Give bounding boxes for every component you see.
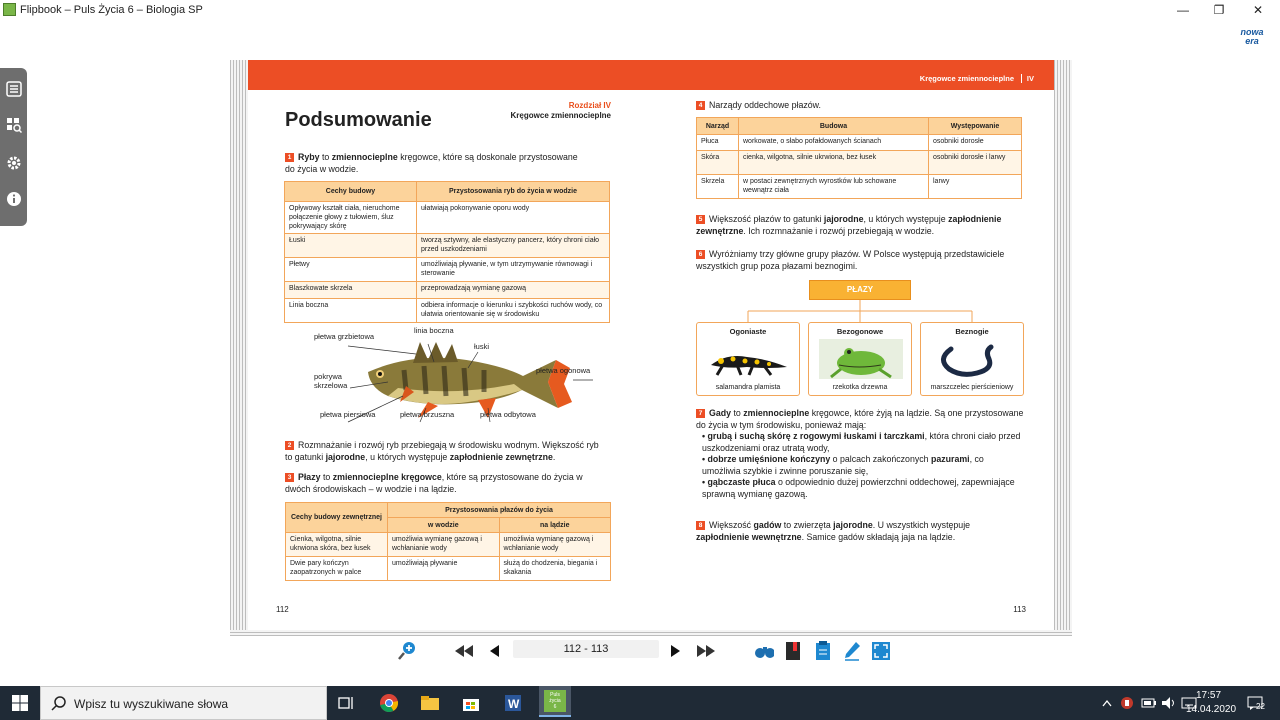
text: Wyróżniamy trzy główne grupy płazów. W Polsce występują przedstawiciele wszystkich grup poza płazami beznogimi. (696, 249, 1005, 271)
text: . Ich rozmnażanie i rozwój przebiegają w wodzie. (743, 225, 935, 236)
page-title: Podsumowanie (285, 109, 432, 131)
bold-text: zmiennocieplne (743, 408, 810, 418)
table-cell: Łuski (285, 234, 417, 258)
page-header-band (652, 60, 1054, 90)
table-cell: cienka, wilgotna, silnie ukrwiona, bez łusek (739, 151, 929, 175)
logo-line-2: era (1245, 36, 1259, 46)
summary-point-6 (696, 249, 1026, 272)
fish-adaptations-table (284, 181, 610, 323)
table-row (285, 258, 610, 282)
maximize-button[interactable]: ❐ (1213, 3, 1225, 17)
minimize-button[interactable]: — (1177, 3, 1189, 17)
gear-icon (6, 155, 22, 171)
fire-salamander-illustration (707, 339, 791, 379)
chapter-number: Rozdział IV (568, 101, 611, 110)
window-title: Flipbook – Puls Życia 6 – Biologia SP (20, 4, 203, 16)
previous-page-button[interactable] (484, 642, 504, 660)
task-view-button[interactable] (332, 689, 360, 717)
text: , co umożliwia szybkie i zwinne poruszanie się, (702, 454, 984, 476)
text: , która chroni ciało przed uszkodzeniami oraz utratą wody, (702, 431, 1021, 453)
bold-text: Płazy (298, 472, 321, 482)
text: o odpowiednio dużej powierzchni oddechowej, zapewniające sprawną wymianę gazową. (702, 477, 1015, 499)
tree-frog-illustration (819, 339, 903, 379)
app-icon-line: życia (549, 697, 561, 704)
group-name: Bezogonowe (836, 327, 884, 336)
list-item (702, 477, 1024, 500)
table-row (285, 299, 610, 323)
group-example: salamandra plamista (715, 384, 781, 391)
word-taskbar-app[interactable] (499, 689, 527, 717)
chapter-name: Kręgowce zmiennocieplne (510, 111, 611, 120)
binoculars-icon (754, 643, 774, 659)
pencil-icon (843, 641, 861, 661)
table-cell: tworzą sztywny, ale elastyczny pancerz, który chroni ciało przed uszkodzeniami (417, 234, 610, 258)
list-item (702, 431, 1024, 454)
table-row (285, 202, 610, 234)
point-number: 8 (696, 521, 705, 530)
point-number: 6 (696, 250, 705, 259)
fish-label-dorsal: płetwa grzbietowa (314, 332, 375, 341)
bold-text: zapłodnienie wewnętrzne (696, 531, 802, 542)
fish-label-scales: łuski (474, 342, 490, 351)
bold-text: Gady (709, 408, 732, 418)
page-112[interactable] (248, 60, 652, 630)
table-cell: Opływowy kształt ciała, nieruchome połączenie głowy z tułowiem, śluz pokrywający skórę (285, 202, 417, 234)
list-item (702, 454, 1024, 477)
battery-button[interactable] (1140, 689, 1158, 717)
group-anura (808, 322, 912, 396)
rewind-icon (454, 644, 474, 658)
summary-point-3 (285, 472, 595, 495)
windows-logo-icon (12, 695, 28, 711)
text: Większość płazów to gatunki (709, 214, 824, 224)
table-row (286, 533, 611, 557)
chapter-label (511, 101, 611, 121)
text: Większość (709, 520, 754, 530)
table-cell: w postaci zewnętrznych wyrostków lub schowane wewnątrz ciała (739, 175, 929, 199)
page-range-indicator[interactable]: 112 - 113 (513, 640, 659, 658)
chrome-icon (379, 693, 399, 713)
table-row (286, 557, 611, 581)
bold-text: gadów (753, 520, 782, 530)
zoom-in-icon (396, 639, 416, 661)
fish-label-gill-cover: pokrywa skrzelowa (314, 372, 348, 390)
info-button[interactable] (3, 184, 25, 214)
table-cell: Cienka, wilgotna, silnie ukrwiona skóra, bez łusek (286, 533, 388, 557)
summary-point-5 (696, 214, 1022, 237)
book-left-edge (230, 60, 248, 636)
notification-count: 22 (1256, 702, 1265, 711)
task-view-icon (337, 695, 355, 711)
summary-point-8 (696, 520, 1024, 543)
window-titlebar (0, 0, 1280, 20)
flipbook-navigation-bar (0, 636, 1280, 686)
point-number: 7 (696, 409, 705, 418)
page-number-right: 113 (1013, 605, 1026, 614)
bold-text: gąbczaste płuca (707, 477, 776, 487)
text: to (320, 472, 333, 482)
table-header: Narząd (697, 118, 739, 135)
page-number-left: 112 (276, 605, 289, 614)
security-shield-icon (1120, 696, 1134, 710)
nowa-era-logo (1238, 28, 1266, 48)
draw-button[interactable] (842, 642, 862, 660)
group-name: Ogoniaste (729, 327, 767, 336)
bold-text: zapłodnienie zewnętrzne (449, 451, 553, 462)
point-number: 5 (696, 215, 705, 224)
group-name: Beznogie (955, 327, 989, 336)
table-cell: służą do chodzenia, biegania i skakania (499, 557, 611, 581)
table-cell: umożliwiają pływanie, w tym utrzymywanie równowagi i sterowanie (417, 258, 610, 282)
search-placeholder: Wpisz tu wyszukiwane słowa (74, 697, 229, 711)
caecilian-illustration (931, 339, 1015, 379)
store-taskbar-app[interactable] (457, 689, 485, 717)
table-row (697, 175, 1022, 199)
table-cell: odbiera informacje o kierunku i szybkości ruchów wody, co ułatwia orientowanie się w środowisku (417, 299, 610, 323)
app-icon-line: Puls (550, 691, 560, 698)
search-icon (51, 696, 67, 712)
text: , u których występuje (863, 214, 949, 224)
reptile-features-list (702, 431, 1024, 500)
bold-text: zmiennocieplne (331, 152, 398, 162)
triangle-right-icon (670, 644, 682, 658)
summary-point-7 (696, 408, 1024, 500)
table-cell: larwy (929, 175, 1022, 199)
search-button[interactable] (754, 642, 774, 660)
bold-text: Ryby (298, 152, 320, 162)
table-header: Przystosowania płazów do życia (388, 503, 611, 518)
thumbnails-search-button[interactable] (3, 110, 25, 140)
chapter-header-title: Kręgowce zmiennocieplne (919, 74, 1014, 83)
table-of-contents-button[interactable] (3, 74, 25, 104)
fish-label-anal: płetwa odbytowa (480, 410, 536, 419)
table-cell: Blaszkowate skrzela (285, 282, 417, 299)
bookmark-book-icon (785, 641, 801, 661)
folder-icon (420, 695, 440, 711)
bookmarks-button[interactable] (783, 642, 803, 660)
bold-text: jajorodne (833, 520, 873, 530)
list-icon (6, 81, 22, 97)
table-header: na lądzie (499, 518, 611, 533)
volume-button[interactable] (1160, 689, 1178, 717)
fish-label-ventral: płetwa brzuszna (400, 410, 455, 419)
table-cell: osobniki dorosłe i larwy (929, 151, 1022, 175)
text: , u których występuje (365, 451, 450, 462)
puls-zycia-app-icon (544, 690, 566, 712)
table-header: Występowanie (929, 118, 1022, 135)
table-cell: Skrzela (697, 175, 739, 199)
table-cell: umożliwia wymianę gazową i wchłanianie wody (388, 533, 500, 557)
app-icon-line: 6 (553, 703, 557, 710)
text: kręgowce, które są doskonale przystosowane do życia w wodzie. (285, 152, 578, 174)
table-cell: przeprowadzają wymianę gazową (417, 282, 610, 299)
fish-label-lateral-line: linia boczna (414, 326, 454, 335)
flipbook-taskbar-app[interactable] (539, 686, 571, 717)
bold-text: jajorodne (325, 451, 366, 462)
table-cell: Płetwy (285, 258, 417, 282)
group-example: marszczelec pierścieniowy (930, 384, 1014, 391)
point-number: 1 (285, 153, 294, 162)
text: , które są przystosowane do życia w dwóch środowiskach – w wodzie i na lądzie. (285, 472, 583, 494)
table-header-row (285, 182, 610, 202)
table-row (285, 282, 610, 299)
bold-text: zmiennocieplne kręgowce (332, 472, 442, 482)
bold-text: dobrze umięśnione kończyny (707, 454, 831, 464)
table-header-row (697, 118, 1022, 135)
amphibian-adaptations-table (285, 502, 611, 581)
svg-text:W: W (508, 697, 520, 711)
taskbar-search-box[interactable] (40, 686, 327, 720)
text: . U wszystkich występuje (872, 520, 971, 530)
settings-button[interactable] (3, 148, 25, 178)
battery-icon (1141, 698, 1157, 708)
chevron-up-icon (1102, 699, 1112, 707)
close-button[interactable]: ✕ (1252, 3, 1264, 17)
first-page-button[interactable] (454, 642, 474, 660)
point-number: 3 (285, 473, 294, 482)
bold-text: zapłodnienie zewnętrzne (696, 214, 1002, 236)
table-cell: Linia boczna (285, 299, 417, 323)
bold-text: grubą i suchą skórę z rogowymi łuskami i tarczkami (707, 431, 925, 441)
store-bag-icon (462, 694, 480, 712)
speaker-icon (1161, 696, 1177, 710)
windows-taskbar (0, 686, 1280, 720)
notifications-button[interactable] (1242, 689, 1268, 717)
table-header: Przystosowania ryb do życia w wodzie (417, 182, 610, 202)
text: Narządy oddechowe płazów. (709, 100, 821, 110)
grid-search-icon (6, 117, 22, 133)
table-cell: Dwie pary kończyn zaopatrzonych w palce (286, 557, 388, 581)
start-button[interactable] (0, 686, 40, 720)
note-icon (815, 641, 831, 661)
group-caudata (696, 322, 800, 396)
fish-label-pectoral: płetwa piersiowa (320, 410, 376, 419)
table-row (697, 135, 1022, 151)
text: to (319, 152, 332, 162)
flipbook-spread (230, 60, 1072, 636)
table-row (285, 234, 610, 258)
info-icon (6, 191, 22, 207)
respiratory-organs-table (696, 117, 1022, 199)
table-cell: osobniki dorosłe (929, 135, 1022, 151)
perch-fish-illustration (308, 330, 608, 435)
fish-diagram (308, 326, 608, 435)
table-header: Cechy budowy zewnętrznej (286, 503, 388, 533)
text: . (552, 451, 556, 462)
chapter-header-number: IV (1021, 74, 1034, 83)
page-header-band (248, 60, 652, 90)
diagram-root-amphibians: PŁAZY (809, 280, 911, 300)
fullscreen-icon (871, 641, 891, 661)
zoom-button[interactable] (396, 641, 416, 659)
table-cell: Płuca (697, 135, 739, 151)
clock-date[interactable]: 14.04.2020 (1186, 704, 1237, 715)
text: to (731, 408, 744, 418)
logo-line-1: nowa (1240, 27, 1264, 37)
book-right-edge (1054, 60, 1072, 636)
table-header: Budowa (739, 118, 929, 135)
table-cell: Skóra (697, 151, 739, 175)
table-cell: ułatwiają pokonywanie oporu wody (417, 202, 610, 234)
table-cell: umożliwiają pływanie (388, 557, 500, 581)
bold-text: pazurami (930, 454, 970, 464)
table-header-row (286, 503, 611, 518)
fast-forward-icon (696, 644, 716, 658)
side-toolbar (0, 68, 27, 226)
table-header: w wodzie (388, 518, 500, 533)
diagram-connectors (652, 300, 1054, 324)
group-gymnophiona (920, 322, 1024, 396)
text: kręgowce, które żyją na lądzie. Są one przystosowane do życia w tym środowisku, ponieważ mają: (696, 408, 1024, 430)
file-explorer-taskbar-app[interactable] (416, 689, 444, 717)
table-header: Cechy budowy (285, 182, 417, 202)
fullscreen-button[interactable] (871, 642, 891, 660)
table-cell: umożliwia wymianę gazową i wchłanianie wody (499, 533, 611, 557)
last-page-button[interactable] (696, 642, 716, 660)
chrome-taskbar-app[interactable] (375, 689, 403, 717)
text: . Samice gadów składają jaja na lądzie. (801, 531, 956, 542)
table-row (697, 151, 1022, 175)
point-number: 4 (696, 101, 705, 110)
point-number: 2 (285, 441, 294, 450)
summary-point-2 (285, 440, 603, 463)
table-cell: workowate, o słabo pofałdowanych ścianach (739, 135, 929, 151)
flipbook-app-icon (3, 3, 16, 16)
summary-point-4 (696, 100, 821, 112)
clock-time[interactable]: 17:57 (1196, 690, 1222, 701)
text: Rozmnażanie i rozwój ryb przebiegają w środowisku wodnym. Większość ryb to gatunki (285, 440, 599, 462)
text: to zwierzęta (781, 520, 834, 530)
tray-app-icon[interactable] (1118, 689, 1136, 717)
summary-point-1 (285, 152, 585, 175)
triangle-left-icon (488, 644, 500, 658)
word-icon (504, 694, 522, 712)
page-113[interactable] (652, 60, 1054, 630)
bold-text: jajorodne (823, 214, 864, 224)
notes-button[interactable] (813, 642, 833, 660)
next-page-button[interactable] (666, 642, 686, 660)
text: o palcach zakończonych (830, 454, 931, 464)
tray-overflow-button[interactable] (1098, 689, 1116, 717)
group-example: rzekotka drzewna (832, 384, 888, 391)
fish-label-caudal: płetwa ogonowa (536, 366, 591, 375)
